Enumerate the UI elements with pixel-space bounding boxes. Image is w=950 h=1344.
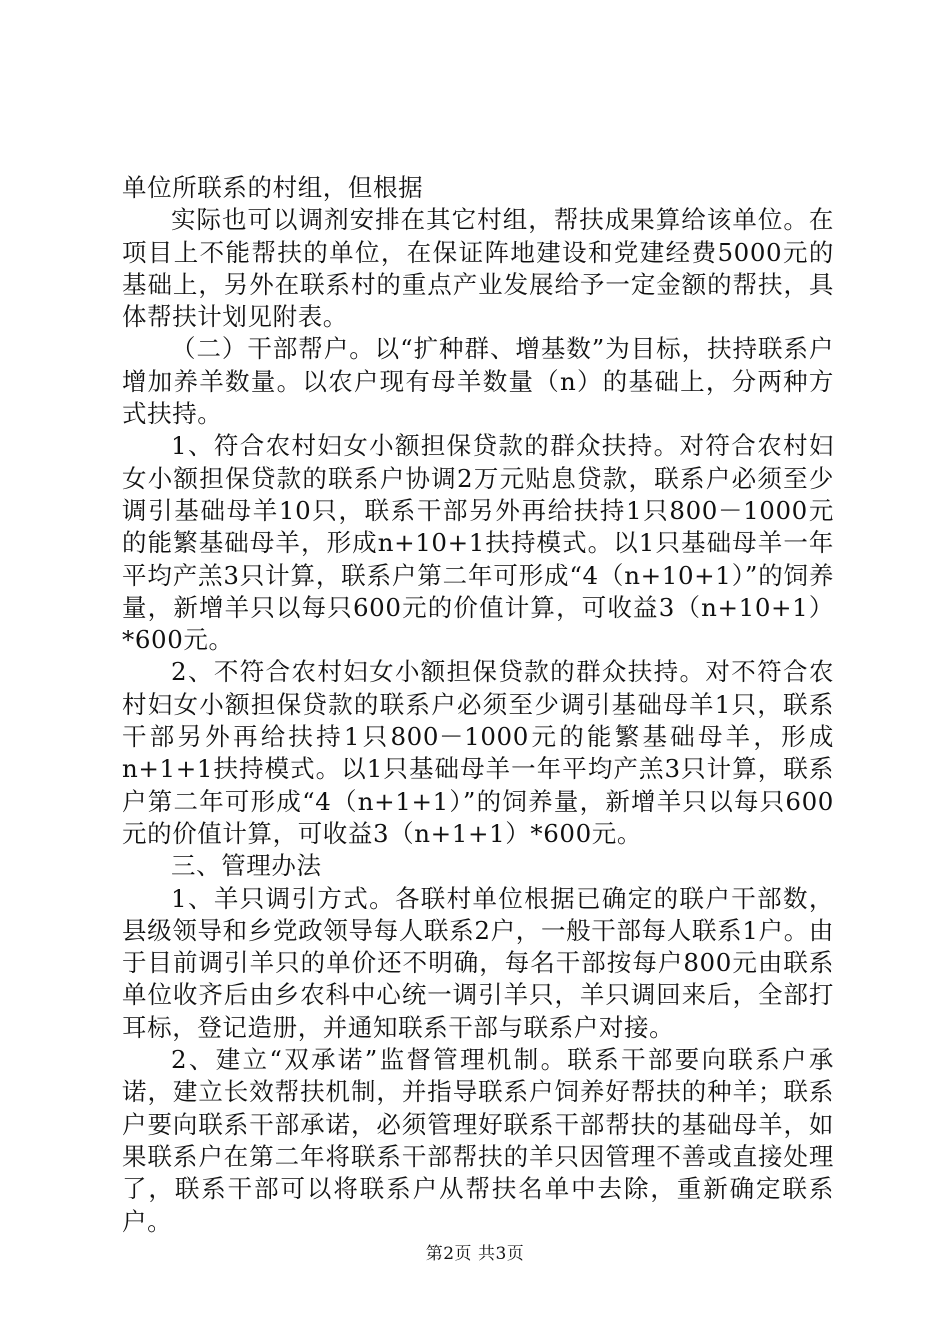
paragraph-ineligible-support: 2、不符合农村妇女小额担保贷款的群众扶持。对不符合农村妇女小额担保贷款的联系户必须至少调引基础母羊1只，联系干部另外再给扶持1只800－1000元的能繁基础母羊，形成n+1+1扶持模式。以1只基础母羊一年平均产羔3只计算，联系户第二年可形成“4（n+1+1）”的饲养量，新增羊只以每只600元的价值计算，可收益3（n+1+1）*600元。 xyxy=(122,657,834,848)
paragraph-cadre-help-household: （二）干部帮户。以“扩种群、增基数”为目标，扶持联系户增加养羊数量。以农户现有母羊数量（n）的基础上，分两种方式扶持。 xyxy=(122,334,834,429)
paragraph-adjust-arrangement: 实际也可以调剂安排在其它村组，帮扶成果算给该单位。在项目上不能帮扶的单位，在保证阵地建设和党建经费5000元的基础上，另外在联系村的重点产业发展给予一定金额的帮扶，具体帮扶计划见附表。 xyxy=(122,205,834,332)
paragraph-continuation: 单位所联系的村组，但根据 xyxy=(122,173,424,202)
paragraph-double-commitment: 2、建立“双承诺”监督管理机制。联系干部要向联系户承诺，建立长效帮扶机制，并指导联系户饲养好帮扶的种羊；联系户要向联系干部承诺，必须管理好联系干部帮扶的基础母羊，如果联系户在第二年将联系干部帮扶的羊只因管理不善或直接处理了，联系干部可以将联系户从帮扶名单中去除，重新确定联系户。 xyxy=(122,1045,834,1236)
paragraph-eligible-support: 1、符合农村妇女小额担保贷款的群众扶持。对符合农村妇女小额担保贷款的联系户协调2万元贴息贷款，联系户必须至少调引基础母羊10只，联系干部另外再给扶持1只800－1000元的能繁基础母羊，形成n+10+1扶持模式。以1只基础母羊一年平均产羔3只计算，联系户第二年可形成“4（n+10+1）”的饲养量，新增羊只以每只600元的价值计算，可收益3（n+10+1）*600元。 xyxy=(122,431,834,655)
paragraph-sheep-sourcing: 1、羊只调引方式。各联村单位根据已确定的联户干部数，县级领导和乡党政领导每人联系2户，一般干部每人联系1户。由于目前调引羊只的单价还不明确，每名干部按每户800元由联系单位收齐后由乡农科中心统一调引羊只，羊只调回来后，全部打耳标，登记造册，并通知联系干部与联系户对接。 xyxy=(122,883,834,1042)
document-body xyxy=(122,172,834,1238)
section-heading-management: 三、管理办法 xyxy=(171,851,322,881)
page-footer: 第2页 共3页 xyxy=(425,1244,525,1264)
